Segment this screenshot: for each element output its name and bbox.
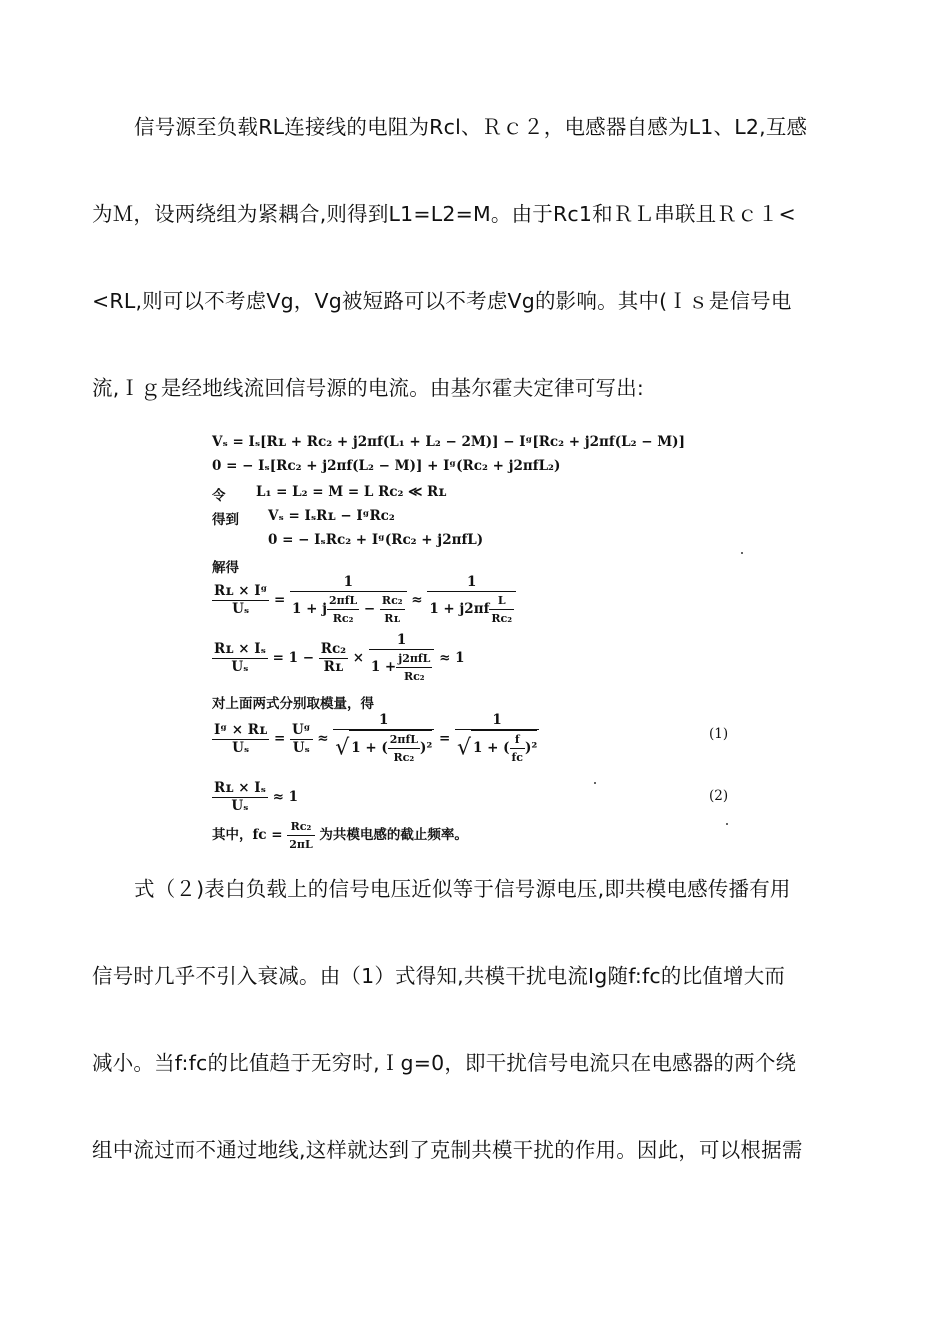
paragraph-1 (92, 84, 860, 432)
formula-2: $\frac{\text{Rʟ × Iₛ}}{\text{Uₛ}}$ = 1 − $\frac{\text{Rᴄ₂}}{\text{Rʟ}}$ × 1 1 + $\frac{\text{j2πfL}}{\text{Rᴄ₂}}$ ≈ 1 (214, 632, 465, 683)
equation-vs: Vₛ = Iₛ[Rʟ + Rᴄ₂ + j2πf(L₁ + L₂ − 2M)] − Iᵍ[Rᴄ₂ + j2πf(L₂ − M)] (212, 434, 685, 450)
text-line: <RL,则可以不考虑Vg，Vg被短路可以不考虑Vg的影响。其中(Ｉｓ是信号电 (92, 289, 792, 313)
text-line: 信号时几乎不引入衰减。由（1）式得知,共模干扰电流Ig随f:fc的比值增大而 (92, 964, 786, 988)
dedao-expression-1: Vₛ = IₛRʟ − IᵍRᴄ₂ (268, 508, 395, 524)
scan-speck (726, 823, 728, 825)
formula-3: $\frac{\text{Iᵍ × Rʟ}}{\text{Uₛ}}$ = $\frac{\text{Uᵍ}}{\text{Uₛ}}$ ≈ 1 √ 1 + ( $\frac{\text{2πfL}}{\text{Rᴄ₂}}$ )² = 1 √ 1 + ( $\frac{f}{\text{fᴄ}}$ )² (1) (214, 712, 729, 764)
dedao-label: 得到 (212, 512, 239, 528)
equation-tag-2: (2) (709, 788, 729, 804)
modulus-label: 对上面两式分别取模量，得 (212, 696, 374, 712)
text-line: 流,Ｉｇ是经地线流回信号源的电流。由基尔霍夫定律可写出: (92, 376, 645, 400)
paragraph-2 (92, 846, 860, 1194)
text-line: 式（２)表白负载上的信号电压近似等于信号源电压,即共模电感传播有用 (134, 877, 791, 901)
formula-4: $\frac{\text{Rʟ × Iₛ}}{\text{Uₛ}}$ ≈ 1 (2) (214, 780, 729, 814)
text-line: 为Ｍ，设两绕组为紧耦合,则得到L1=L2=M。由于Rc1和ＲＬ串联且Ｒｃ１< (92, 202, 796, 226)
text-line: 减小。当f:fc的比值趋于无穷时,Ｉg=0，即干扰信号电流只在电感器的两个绕 (92, 1051, 797, 1075)
formula-1: $\frac{\text{Rʟ × Iᵍ}}{\text{Uₛ}}$ = 1 1 + j $\frac{\text{2πfL}}{\text{Rᴄ₂}}$ − $\frac{\text{Rᴄ₂}}{\text{Rʟ}}$ ≈ 1 1 + j2πf $\frac{L}{\text{Rᴄ₂}}$ (212, 574, 516, 627)
equation-zero: 0 = − Iₛ[Rᴄ₂ + j2πf(L₂ − M)] + Iᵍ(Rᴄ₂ + j2πfL₂) (212, 458, 561, 474)
ling-expression: L₁ = L₂ = M = L Rᴄ₂ ≪ Rʟ (256, 484, 447, 500)
equation-block (212, 434, 742, 851)
text-line: 信号源至负载RL连接线的电阻为Rcl、Ｒｃ２，电感器自感为L1、L2,互感 (134, 115, 808, 139)
scan-speck (741, 552, 743, 554)
scan-speck (594, 782, 596, 784)
equation-tag-1: (1) (709, 726, 729, 742)
text-line: 组中流过而不通过地线,这样就达到了克制共模干扰的作用。因此，可以根据需 (92, 1138, 803, 1162)
ling-label: 令 (212, 488, 226, 504)
jiede-label: 解得 (212, 560, 239, 576)
cutoff-frequency-note: 其中，fᴄ = $\frac{\text{Rᴄ₂}}{2\pi L}$ 为共模电感的截止频率。 (212, 820, 468, 851)
dedao-expression-2: 0 = − IₛRᴄ₂ + Iᵍ(Rᴄ₂ + j2πfL) (268, 532, 484, 548)
